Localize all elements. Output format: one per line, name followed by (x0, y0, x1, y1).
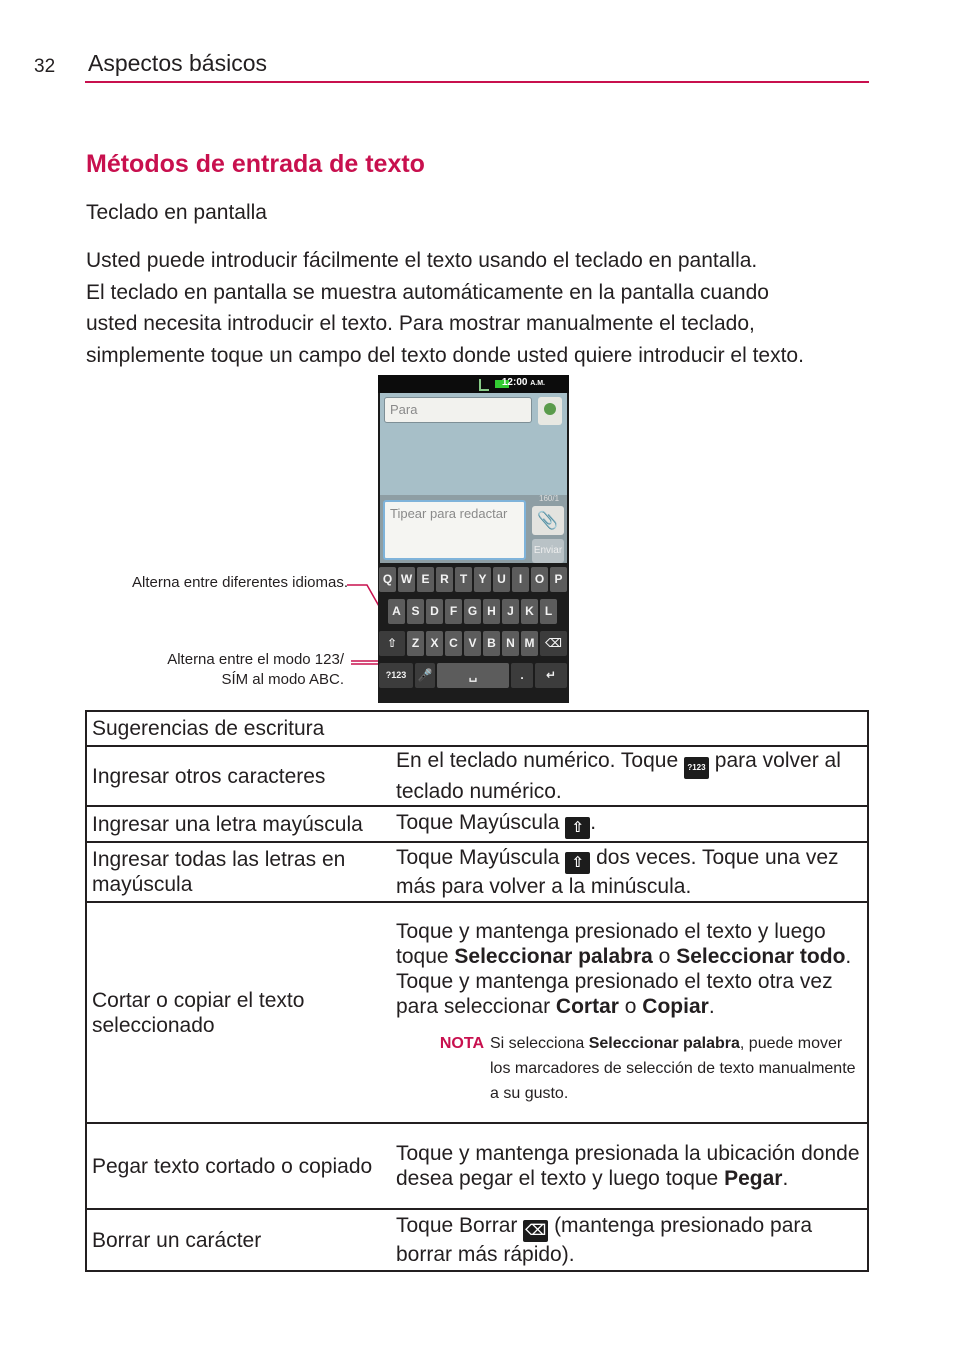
table-row (86, 1209, 868, 1271)
tip-label: Borrar un carácter (86, 1209, 391, 1271)
tip-bold: Pegar (724, 1167, 783, 1190)
note-box (396, 1031, 862, 1106)
callout-mode-line: Alterna entre el modo 123/ (167, 651, 344, 668)
tip-text: o (652, 945, 677, 968)
to-field[interactable]: Para (384, 397, 532, 423)
intro-line: El teclado en pantalla se muestra automáticamente en la pantalla cuando (86, 280, 769, 304)
key-e[interactable]: E (417, 567, 434, 592)
phone-screenshot (378, 375, 569, 703)
key-i[interactable]: I (512, 567, 529, 592)
tip-label: Pegar texto cortado o copiado (86, 1123, 391, 1209)
status-ampm: A.M. (530, 380, 545, 387)
tip-text: Toque Borrar (396, 1214, 524, 1237)
tip-text: Toque y mantenga presionado el texto y luego toque (396, 920, 826, 968)
tip-text: Toque Mayúscula (396, 810, 566, 834)
tip-bold: Copiar (642, 995, 709, 1018)
tip-text: (mantenga presionado para borrar más rápido). (396, 1214, 813, 1266)
callout-mode (60, 650, 344, 690)
shift-icon: ⇧ (565, 817, 590, 839)
space-key[interactable]: ␣ (437, 663, 509, 688)
on-screen-keyboard (378, 563, 569, 703)
key-r[interactable]: R (436, 567, 453, 592)
tip-paragraph (396, 919, 862, 1019)
key-g[interactable]: G (464, 599, 481, 624)
table-row (86, 902, 868, 1123)
tip-bold: Seleccionar todo (676, 945, 846, 968)
key-k[interactable]: K (521, 599, 538, 624)
intro-line: simplemente toque un campo del texto donde usted quiere introducir el texto. (86, 343, 804, 367)
shift-icon: ⇧ (565, 852, 590, 874)
key-f[interactable]: F (445, 599, 462, 624)
tip-text: . Toque y mantenga presionado el texto otra vez para seleccionar (396, 945, 852, 1018)
tip-text: Toque y mantenga presionada la ubicación donde desea pegar el texto y luego toque (396, 1142, 860, 1190)
tip-text: o (618, 995, 643, 1018)
key-m[interactable]: M (521, 631, 538, 656)
tip-description (391, 842, 868, 902)
tip-text: . (590, 810, 597, 834)
mic-key[interactable]: 🎤 (415, 663, 435, 688)
sym-key[interactable]: ?123 (379, 663, 413, 688)
tip-text: dos veces. Toque una vez más para volver a la minúscula. (396, 846, 839, 898)
key-s[interactable]: S (407, 599, 424, 624)
tip-text: para volver al teclado numérico. (396, 749, 841, 803)
page-number: 32 (34, 56, 56, 77)
table-row (86, 842, 868, 902)
table-row (86, 806, 868, 842)
callout-mode-line: SÍM al modo ABC. (221, 671, 344, 688)
attach-button[interactable]: 📎 (532, 506, 564, 535)
key-z[interactable]: Z (407, 631, 424, 656)
key-y[interactable]: Y (474, 567, 491, 592)
tip-description (391, 1123, 868, 1209)
tip-label: Ingresar una letra mayúscula (86, 806, 391, 842)
section-title: Aspectos básicos (88, 50, 267, 76)
key-a[interactable]: A (388, 599, 405, 624)
message-screen (380, 393, 567, 563)
table-row (86, 1123, 868, 1209)
tip-text: . (782, 1167, 789, 1190)
sym-key-icon: ?123 (684, 757, 709, 779)
key-x[interactable]: X (426, 631, 443, 656)
tip-description (391, 902, 868, 1123)
tip-label: Ingresar otros caracteres (86, 746, 391, 806)
intro-line: Usted puede introducir fácilmente el texto usando el teclado en pantalla. (86, 249, 758, 272)
note-span: , puede mover los marcadores de selección de texto manualmente a su gusto. (490, 1035, 856, 1102)
key-w[interactable]: W (398, 567, 415, 592)
key-u[interactable]: U (493, 567, 510, 592)
key-t[interactable]: T (455, 567, 472, 592)
callout-languages: Alterna entre diferentes idiomas. (132, 574, 348, 591)
tip-description (391, 1209, 868, 1271)
page-title: Métodos de entrada de texto (86, 150, 425, 178)
note-span: Si selecciona (490, 1035, 589, 1052)
compose-field[interactable]: Tipear para redactar (383, 500, 526, 560)
status-clock: 12:00 (501, 377, 528, 388)
char-counter: 160/1 (539, 494, 560, 503)
key-n[interactable]: N (502, 631, 519, 656)
tip-bold: Seleccionar palabra (454, 945, 653, 968)
period-key[interactable]: . (511, 663, 533, 688)
enter-key[interactable]: ↵ (535, 663, 567, 688)
tip-description (391, 806, 868, 842)
subtitle: Teclado en pantalla (86, 201, 267, 224)
status-time (502, 377, 545, 388)
tip-bold: Cortar (555, 995, 619, 1018)
key-o[interactable]: O (531, 567, 548, 592)
key-p[interactable]: P (550, 567, 567, 592)
key-b[interactable]: B (483, 631, 500, 656)
delete-key[interactable]: ⌫ (540, 631, 567, 656)
tip-label: Ingresar todas las letras en mayúscula (86, 842, 391, 902)
tip-text: Toque Mayúscula (396, 846, 566, 869)
key-v[interactable]: V (464, 631, 481, 656)
header-rule (85, 81, 869, 83)
shift-key[interactable]: ⇧ (379, 631, 405, 656)
add-contact-button[interactable] (538, 397, 562, 425)
table-row (86, 746, 868, 806)
key-j[interactable]: J (502, 599, 519, 624)
key-d[interactable]: D (426, 599, 443, 624)
intro-line: usted necesita introducir el texto. Para mostrar manualmente el teclado, (86, 312, 755, 335)
intro-paragraph (86, 245, 886, 371)
delete-icon: ⌫ (523, 1220, 548, 1242)
key-h[interactable]: H (483, 599, 500, 624)
send-button[interactable]: Enviar (532, 539, 564, 563)
table-header: Sugerencias de escritura (86, 711, 868, 746)
signal-icon (479, 379, 489, 391)
note-bold: Seleccionar palabra (588, 1035, 740, 1052)
contact-icon (544, 403, 556, 415)
note-label: NOTA (439, 1035, 484, 1052)
compose-bar (380, 495, 567, 563)
note-text (490, 1031, 862, 1106)
tip-description (391, 746, 868, 806)
tip-text: . (708, 995, 715, 1018)
key-c[interactable]: C (445, 631, 462, 656)
typing-tips-table (85, 710, 869, 1272)
key-l[interactable]: L (540, 599, 557, 624)
status-bar (378, 375, 569, 393)
key-q[interactable]: Q (379, 567, 396, 592)
tip-text: En el teclado numérico. Toque (396, 749, 684, 772)
tip-label: Cortar o copiar el texto seleccionado (86, 902, 391, 1123)
